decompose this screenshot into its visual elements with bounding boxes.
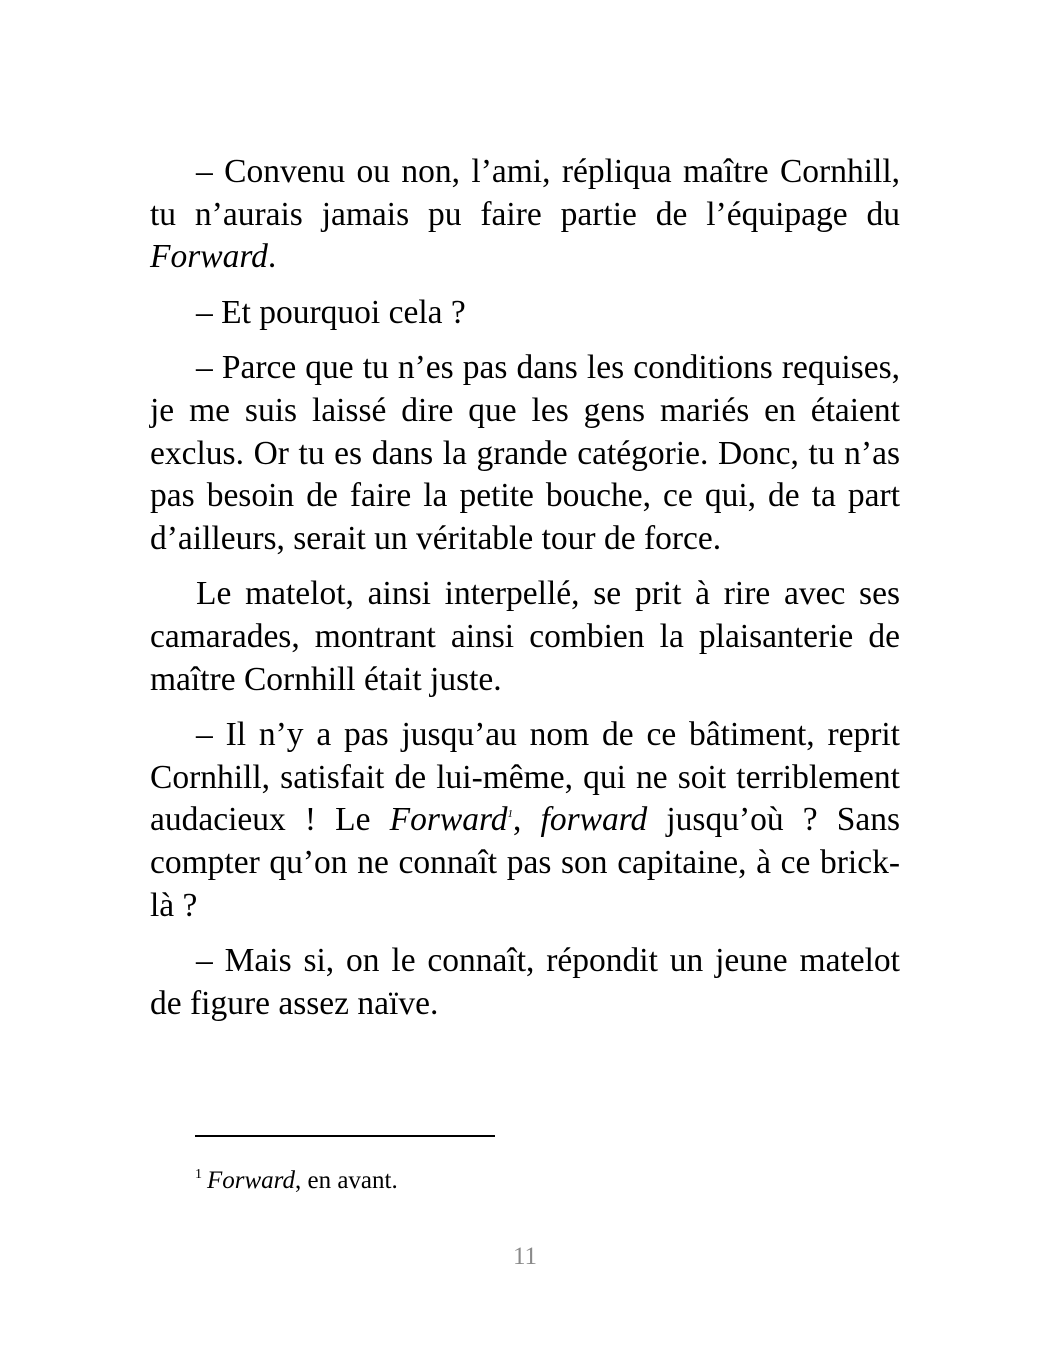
paragraph-1: – Convenu ou non, l’ami, répliqua maître Cornhill, tu n’aurais jamais pu faire partie de l’équipage du Forward. — [150, 153, 900, 276]
footnote-marker: 1 — [195, 1167, 202, 1182]
footnote-term: Forward — [207, 1167, 295, 1194]
footnote-definition: , en avant. — [294, 1167, 398, 1194]
body-text — [150, 151, 900, 1038]
page-number: 11 — [512, 1243, 538, 1270]
paragraph-3: – Parce que tu n’es pas dans les conditions requises, je me suis laissé dire que les gens mariés en étaient exclus. Or tu es dans la grande catégorie. Donc, tu n’as pas besoin de faire la petite bouche, ce qui, de ta part d’ailleurs, serait un véritable tour de force. — [150, 349, 900, 557]
footnote-reference[interactable]: 1 — [507, 808, 514, 821]
footnote — [195, 1166, 398, 1196]
paragraph-5: – Il n’y a pas jusqu’au nom de ce bâtiment, reprit Cornhill, satisfait de lui-même, qui ne soit terriblement audacieux ! Le Forward$^1$, forward jusqu’où ? Sans compter qu’on ne connaît pas son capitaine, à ce brick-là ? — [150, 716, 901, 924]
paragraph-2: – Et pourquoi cela ? — [196, 293, 466, 331]
paragraph-6: – Mais si, on le connaît, répondit un jeune matelot de figure assez naïve. — [150, 942, 900, 1022]
footnote-separator — [195, 1135, 495, 1137]
paragraph-4: Le matelot, ainsi interpellé, se prit à rire avec ses camarades, montrant ainsi combien la plaisanterie de maître Cornhill était juste. — [150, 575, 900, 698]
